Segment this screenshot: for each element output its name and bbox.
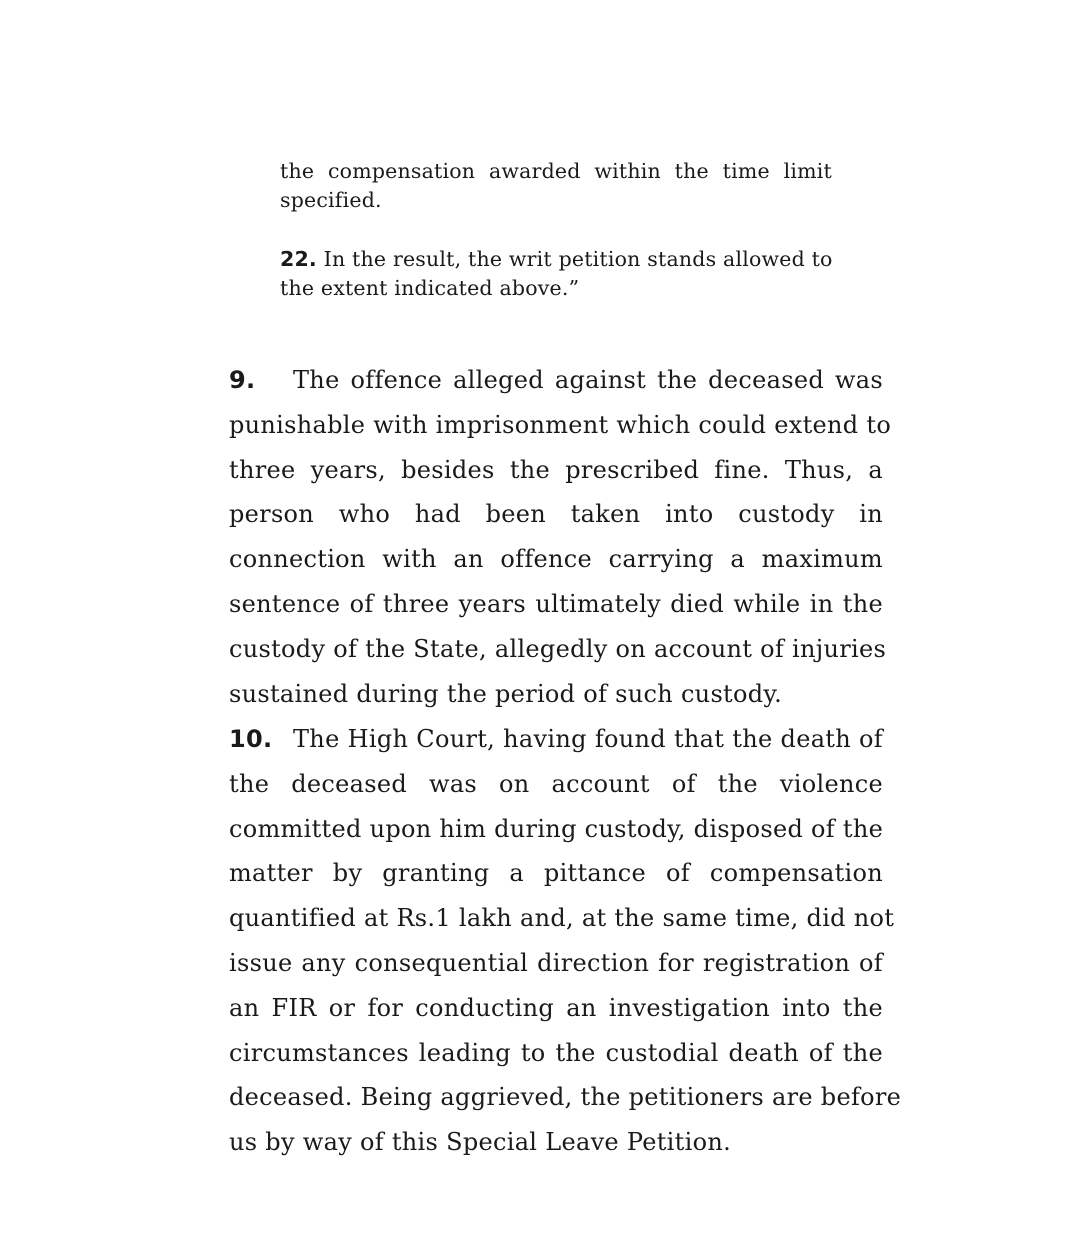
paragraph-9 (229, 358, 892, 716)
text-line: issue any consequential direction for registration of (229, 948, 883, 977)
text-line: quantified at Rs.1 lakh and, at the same time, did not (229, 904, 895, 933)
text-fragment: In the result, the writ petition stands allowed to (323, 247, 833, 271)
quoted-paragraph-21-end (280, 157, 832, 215)
paragraph-number: 10. (229, 725, 273, 753)
text-line: sentence of three years ultimately died while in the (229, 589, 883, 618)
text-line: committed upon him during custody, disposed of the (229, 814, 884, 843)
text-line: matter by granting a pittance of compensation (229, 859, 883, 888)
text-line: the compensation awarded within the time limit (280, 159, 832, 183)
text-line (280, 245, 832, 274)
text-line: specified. (280, 188, 382, 212)
text-line: punishable with imprisonment which could extend to (229, 410, 892, 439)
text-line: person who had been taken into custody in (229, 500, 883, 529)
text-line: deceased. Being aggrieved, the petitioners are before (229, 1083, 902, 1112)
text-line: the extent indicated above.” (280, 276, 580, 300)
text-line: three years, besides the prescribed fine. Thus, a (229, 455, 883, 484)
paragraph-number: 22. (280, 247, 317, 271)
paragraph-10 (229, 717, 902, 1165)
text-line: us by way of this Special Leave Petition. (229, 1128, 732, 1157)
text-line: custody of the State, allegedly on account of injuries (229, 634, 887, 663)
text-line: circumstances leading to the custodial death of the (229, 1038, 883, 1067)
text-line (229, 358, 883, 403)
text-line: the deceased was on account of the violence (229, 769, 883, 798)
text-line (229, 717, 883, 762)
text-fragment: The offence alleged against the deceased was (293, 366, 883, 394)
text-line: connection with an offence carrying a maximum (229, 545, 883, 574)
quoted-paragraph-22 (280, 245, 832, 303)
text-line: an FIR or for conducting an investigation into the (229, 993, 883, 1022)
text-fragment: The High Court, having found that the death of (293, 725, 883, 753)
paragraph-number: 9. (229, 366, 256, 394)
text-line: sustained during the period of such custody. (229, 679, 783, 708)
